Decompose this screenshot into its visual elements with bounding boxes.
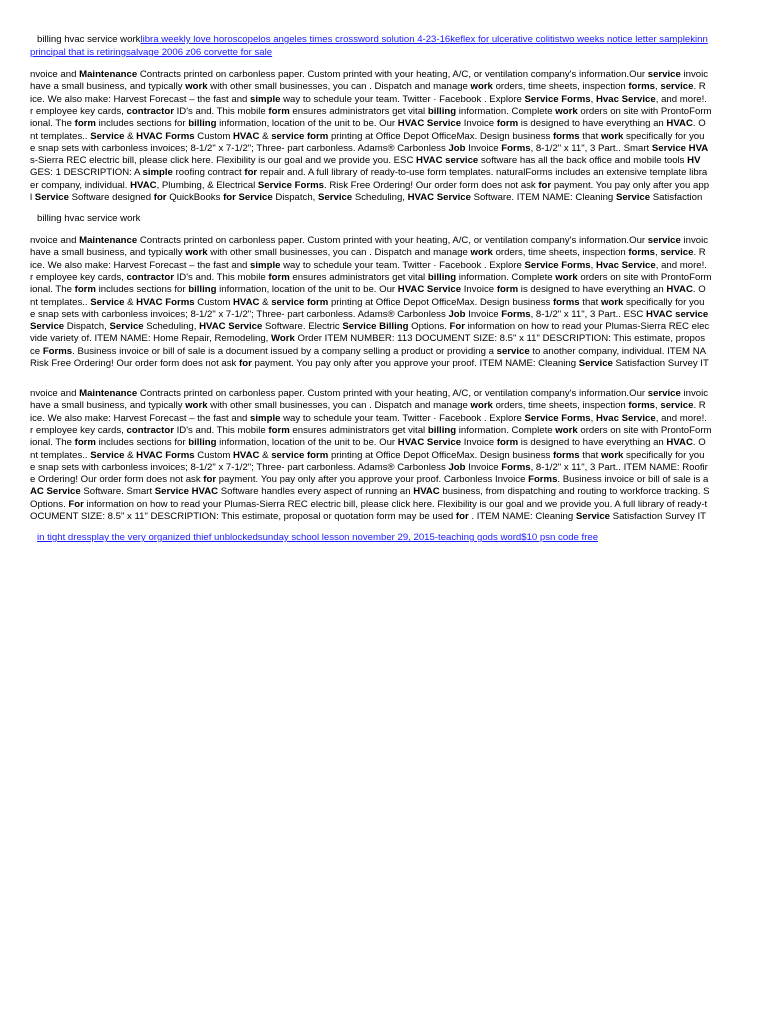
- keyword-text: work: [600, 130, 624, 142]
- footer-line: [37, 532, 598, 544]
- keyword-text: simple: [250, 93, 281, 105]
- body-text: Invoice: [461, 437, 497, 449]
- keyword-text: for: [239, 358, 252, 369]
- body-text: r employee key cards,: [30, 105, 127, 117]
- body-text: Software handles every aspect of running an: [218, 486, 414, 498]
- body-text: . R: [693, 81, 706, 93]
- body-text: r employee key cards,: [30, 424, 127, 436]
- body-text: . Risk Free Ordering! Our order form does not ask: [324, 179, 539, 191]
- body-text: is designed to have everything an: [518, 118, 667, 130]
- keyword-text: Service: [90, 449, 125, 461]
- keyword-text: service form: [271, 296, 329, 308]
- keyword-text: billing: [427, 105, 457, 117]
- keyword-text: HVAC Service: [407, 192, 471, 203]
- keyword-text: billing: [188, 284, 217, 296]
- keyword-text: Job: [448, 142, 466, 154]
- body-text: ID's and. This mobile: [173, 271, 269, 283]
- keyword-text: HVAC Forms: [136, 296, 195, 308]
- body-text: have a small business, and typically: [30, 81, 186, 93]
- body-text: is designed to have everything an: [518, 437, 667, 449]
- body-text: , 8-1/2" x 11", 3 Part.. ITEM NAME: Roofir: [530, 461, 708, 473]
- keyword-text: form: [268, 424, 290, 436]
- body-text: roofing contract: [172, 167, 245, 179]
- keyword-text: Job: [448, 461, 466, 473]
- text-line: [30, 511, 706, 523]
- text-line: [30, 321, 709, 333]
- keyword-text: Job: [448, 308, 466, 320]
- body-text: way to schedule your team. Twitter · Facebook . Explore: [280, 412, 525, 424]
- body-text: Satisfaction Survey IT: [610, 511, 706, 522]
- body-text: payment. You pay only after you approve your proof. Carbonless Invoice: [216, 474, 529, 486]
- text-line: [30, 346, 706, 358]
- body-text: er company, individual.: [30, 179, 131, 191]
- body-text: Risk Free Ordering! Our order form does not ask: [30, 358, 240, 369]
- body-text: Software. Smart: [80, 486, 155, 498]
- body-text: &: [259, 296, 272, 308]
- keyword-text: form: [74, 284, 96, 296]
- body-text: . O: [692, 437, 706, 449]
- body-text: , Plumbing, & Electrical: [156, 179, 258, 191]
- body-text: information, location of the unit to be. Our: [216, 437, 398, 449]
- body-text: information. Complete: [456, 271, 556, 283]
- keyword-text: Maintenance: [79, 235, 138, 246]
- body-text: &: [124, 296, 137, 308]
- body-text: Custom: [194, 296, 233, 308]
- keyword-text: work: [555, 271, 578, 283]
- keyword-text: work: [185, 400, 208, 412]
- keyword-text: contractor: [126, 424, 174, 436]
- body-text: e snap sets with carbonless invoices; 8-1/2" x 7-1/2"; Three- part carbonless. Adams® Carbonless: [30, 461, 449, 473]
- body-text: that: [579, 449, 601, 461]
- keyword-text: HVAC: [233, 296, 260, 308]
- keyword-text: form: [496, 284, 519, 296]
- body-text: ce: [30, 345, 43, 357]
- text-line: [30, 333, 705, 345]
- keyword-text: for: [244, 167, 258, 179]
- body-text: , and more!.: [655, 412, 707, 424]
- body-text: nvoice and: [30, 388, 80, 399]
- text-line: [30, 425, 712, 437]
- text-line: [30, 284, 706, 296]
- keyword-text: For: [449, 321, 465, 333]
- keyword-text: Service Forms: [257, 179, 325, 191]
- text-line: [30, 131, 704, 143]
- keyword-text: work: [600, 296, 624, 308]
- body-text: orders on site with ProntoForm: [577, 424, 712, 436]
- body-text: Options.: [30, 498, 69, 510]
- keyword-text: Service: [30, 321, 65, 333]
- keyword-text: service: [647, 388, 681, 399]
- keyword-text: HVAC Service: [397, 118, 462, 130]
- keyword-text: Maintenance: [79, 69, 138, 80]
- keyword-text: work: [185, 81, 208, 93]
- body-text: s-Sierra REC electric bill, please click here. Flexibility is our goal and we provide you. ESC: [30, 155, 417, 167]
- body-text: includes sections for: [95, 284, 189, 296]
- keyword-text: service form: [271, 130, 329, 142]
- keyword-text: Hvac Service: [595, 412, 656, 424]
- body-text: with other small businesses, you can . Dispatch and manage: [207, 81, 471, 93]
- text-line: [30, 94, 707, 106]
- body-text: information, location of the unit to be. Our: [216, 118, 398, 130]
- keyword-text: HVAC Service: [397, 437, 462, 449]
- body-text: to another company, individual. ITEM NA: [529, 345, 707, 357]
- body-text: business, from dispatching and routing to workforce tracking. S: [439, 486, 710, 498]
- body-text: Invoice: [465, 308, 502, 320]
- text-line: [30, 400, 706, 412]
- keyword-text: forms: [628, 81, 656, 93]
- keyword-text: HVAC: [666, 284, 693, 296]
- body-text: with other small businesses, you can . Dispatch and manage: [207, 400, 471, 412]
- text-line: [30, 260, 707, 272]
- body-text: Dispatch,: [272, 192, 319, 203]
- body-text: that: [579, 130, 601, 142]
- keyword-text: for: [538, 179, 552, 191]
- body-text: OCUMENT SIZE: 8.5" x 11" DESCRIPTION: This estimate, proposal or quotation form may be used: [30, 511, 456, 522]
- body-text: payment. You pay only after you app: [551, 179, 710, 191]
- keyword-text: Hvac Service: [595, 259, 656, 271]
- keyword-text: HVAC Service: [397, 284, 462, 296]
- text-line: [30, 309, 708, 321]
- body-text: Custom: [194, 449, 233, 461]
- keyword-text: HVAC: [666, 437, 693, 449]
- body-text: ,: [590, 259, 596, 271]
- body-text: ensures administrators get vital: [289, 105, 428, 117]
- body-text: Scheduling,: [352, 192, 408, 203]
- keyword-text: for Service: [223, 192, 273, 203]
- body-text: &: [124, 449, 137, 461]
- body-text: . Business invoice or bill of sale is a document issued by a company selling a product or providing a: [72, 345, 497, 357]
- keyword-text: Service Billing: [342, 321, 409, 333]
- keyword-text: HVAC: [233, 130, 260, 142]
- body-text: . O: [692, 118, 706, 130]
- keyword-text: work: [555, 105, 578, 117]
- keyword-text: work: [470, 81, 493, 93]
- body-text: information. Complete: [456, 105, 556, 117]
- body-text: that: [579, 296, 601, 308]
- text-line: [30, 474, 708, 486]
- body-text: payment. You pay only after you approve your proof. ITEM NAME: Cleaning: [251, 358, 579, 369]
- keyword-text: Service: [109, 321, 144, 333]
- keyword-text: forms: [552, 130, 580, 142]
- keyword-text: billing: [427, 424, 457, 436]
- body-text: e snap sets with carbonless invoices; 8-1/2" x 7-1/2"; Three- part carbonless. Adams® Carbonless: [30, 308, 449, 320]
- body-text: Software designed: [68, 192, 154, 203]
- body-text: , 8-1/2" x 11", 3 Part.. ESC: [530, 308, 646, 320]
- body-text: ensures administrators get vital: [289, 271, 428, 283]
- keyword-text: service form: [271, 449, 329, 461]
- keyword-text: HVAC Forms: [136, 449, 195, 461]
- body-text: invoic: [680, 69, 709, 80]
- text-line: [30, 81, 706, 93]
- body-text: software has all the back office and mobile tools: [478, 155, 688, 167]
- text-line: [30, 297, 704, 309]
- body-text: orders, time sheets, inspection: [492, 247, 629, 259]
- keyword-text: Service HVAC: [154, 486, 219, 498]
- body-text: Order ITEM NUMBER: 113 DOCUMENT SIZE: 8.5" x 11" DESCRIPTION: This estimate, propos: [294, 333, 706, 345]
- keyword-text: HVAC: [130, 179, 157, 191]
- keyword-text: Service: [615, 192, 651, 203]
- keyword-text: work: [600, 449, 624, 461]
- body-text: Contracts printed on carbonless paper. Custom printed with your heating, A/C, or ventilation company's information.Our: [137, 235, 648, 246]
- body-text: ID's and. This mobile: [173, 105, 269, 117]
- body-text: Satisfaction Survey IT: [612, 358, 709, 369]
- section-title-text: billing hvac service work: [37, 213, 141, 224]
- text-line: [30, 388, 708, 400]
- keyword-text: for: [203, 474, 217, 486]
- keyword-text: HVAC service: [646, 308, 709, 320]
- keyword-text: HVAC Forms: [136, 130, 195, 142]
- text-line: [30, 272, 712, 284]
- keyword-text: simple: [250, 259, 281, 271]
- footer-links[interactable]: in tight dressplay the very organized thief unblockedsunday school lesson november 29, 2015-teaching gods word$10 psn code free: [37, 532, 599, 543]
- keyword-text: HVAC: [666, 118, 693, 130]
- body-text: ice. We also make: Harvest Forecast – the fast and: [30, 259, 251, 271]
- keyword-text: billing: [427, 271, 457, 283]
- body-text: nt templates..: [30, 449, 91, 461]
- body-text: l: [30, 192, 35, 203]
- body-text: specifically for you: [623, 296, 705, 308]
- text-line: [30, 143, 708, 155]
- body-text: information. Complete: [456, 424, 556, 436]
- keyword-text: forms: [628, 247, 656, 259]
- body-text: Satisfaction: [650, 192, 703, 203]
- body-text: ,: [655, 400, 661, 412]
- body-text: repair and. A full library of ready-to-use form templates. naturalForms includes an extensive template libra: [257, 167, 708, 179]
- keyword-text: For: [68, 498, 84, 510]
- keyword-text: billing: [188, 437, 217, 449]
- keyword-text: Service: [90, 296, 125, 308]
- body-text: ,: [655, 247, 661, 259]
- body-text: information on how to read your Plumas-Sierra REC electric bill, please click here. Flexibility is our goal and we provide you. A full library of ready-t: [83, 498, 708, 510]
- keyword-text: service: [496, 345, 530, 357]
- keyword-text: form: [74, 437, 96, 449]
- body-text: e Ordering! Our order form does not ask: [30, 474, 204, 486]
- keyword-text: for: [455, 511, 469, 522]
- text-line: [30, 192, 702, 204]
- body-text: . Business invoice or bill of sale is a: [557, 474, 709, 486]
- keyword-text: form: [74, 118, 96, 130]
- keyword-text: Service: [90, 130, 125, 142]
- body-text: GES: 1 DESCRIPTION: A: [30, 167, 143, 179]
- body-text: QuickBooks: [166, 192, 224, 203]
- keyword-text: Service Forms: [524, 93, 591, 105]
- body-text: r employee key cards,: [30, 271, 127, 283]
- keyword-text: forms: [552, 296, 580, 308]
- body-text: ID's and. This mobile: [173, 424, 269, 436]
- text-line: [30, 413, 707, 425]
- section-title: [37, 213, 140, 225]
- body-text: information on how to read your Plumas-Sierra REC elec: [465, 321, 710, 333]
- body-text: includes sections for: [95, 118, 189, 130]
- text-line: [30, 118, 706, 130]
- body-text: specifically for you: [623, 449, 705, 461]
- keyword-text: simple: [142, 167, 173, 179]
- body-text: Invoice: [465, 461, 502, 473]
- body-text: &: [124, 130, 137, 142]
- keyword-text: for: [153, 192, 167, 203]
- keyword-text: Service: [578, 358, 613, 369]
- body-text: nt templates..: [30, 296, 91, 308]
- keyword-text: contractor: [126, 271, 174, 283]
- text-line: [30, 155, 700, 167]
- body-text: orders on site with ProntoForm: [577, 271, 712, 283]
- keyword-text: Service: [318, 192, 353, 203]
- body-text: . R: [693, 247, 706, 259]
- body-text: printing at Office Depot OfficeMax. Design business: [328, 130, 553, 142]
- body-text: nvoice and: [30, 69, 80, 80]
- body-text: information, location of the unit to be. Our: [216, 284, 398, 296]
- keyword-text: HVAC service: [416, 155, 479, 167]
- body-text: Contracts printed on carbonless paper. Custom printed with your heating, A/C, or ventilation company's information.Our: [137, 69, 648, 80]
- keyword-text: form: [268, 105, 290, 117]
- keyword-text: Forms: [501, 308, 531, 320]
- body-text: ,: [655, 81, 661, 93]
- body-text: Invoice: [461, 284, 497, 296]
- text-line: [30, 247, 706, 259]
- body-text: ensures administrators get vital: [289, 424, 428, 436]
- body-text: printing at Office Depot OfficeMax. Design business: [328, 449, 553, 461]
- page-title: billing hvac service work: [37, 34, 141, 45]
- keyword-text: service: [660, 400, 694, 412]
- keyword-text: Maintenance: [79, 388, 138, 399]
- text-line: [30, 499, 707, 511]
- body-text: specifically for you: [623, 130, 705, 142]
- text-line: [30, 437, 706, 449]
- keyword-text: work: [185, 247, 208, 259]
- keyword-text: forms: [552, 449, 580, 461]
- body-text: &: [259, 130, 272, 142]
- keyword-text: Service HVA: [651, 142, 709, 154]
- keyword-text: Forms: [42, 345, 73, 357]
- body-text: Software. ITEM NAME: Cleaning: [470, 192, 616, 203]
- keyword-text: work: [555, 424, 578, 436]
- body-text: Dispatch,: [64, 321, 110, 333]
- keyword-text: Forms: [501, 461, 531, 473]
- body-text: nvoice and: [30, 235, 80, 246]
- text-line: [30, 450, 704, 462]
- keyword-text: billing: [188, 118, 217, 130]
- keyword-text: AC Service: [30, 486, 81, 498]
- body-text: printing at Office Depot OfficeMax. Design business: [328, 296, 553, 308]
- keyword-text: Service: [34, 192, 69, 203]
- body-text: is designed to have everything an: [518, 284, 667, 296]
- body-text: , and more!.: [655, 259, 707, 271]
- keyword-text: form: [496, 118, 519, 130]
- body-text: nt templates..: [30, 130, 91, 142]
- header-line: [37, 34, 708, 46]
- keyword-text: simple: [250, 412, 281, 424]
- text-line: [30, 106, 712, 118]
- keyword-text: Service: [575, 511, 611, 522]
- body-text: have a small business, and typically: [30, 247, 186, 259]
- body-text: Invoice: [461, 118, 497, 130]
- body-text: Contracts printed on carbonless paper. Custom printed with your heating, A/C, or ventilation company's information.Our: [137, 388, 648, 399]
- body-text: , 8-1/2" x 11", 3 Part.. Smart: [530, 142, 652, 154]
- body-text: &: [259, 449, 272, 461]
- body-text: . O: [692, 284, 706, 296]
- keyword-text: Forms: [501, 142, 531, 154]
- keyword-text: HVAC Service: [199, 321, 263, 333]
- keyword-text: HVAC: [233, 449, 260, 461]
- body-text: , and more!.: [655, 93, 707, 105]
- body-text: Options.: [408, 321, 450, 333]
- related-links-continued[interactable]: principal that is retiringsalvage 2006 z06 corvette for sale: [30, 47, 273, 58]
- keyword-text: Forms: [528, 474, 558, 486]
- keyword-text: service: [647, 235, 681, 246]
- keyword-text: form: [496, 437, 519, 449]
- keyword-text: Service Forms: [524, 412, 591, 424]
- body-text: have a small business, and typically: [30, 400, 186, 412]
- body-text: way to schedule your team. Twitter · Facebook . Explore: [280, 259, 525, 271]
- keyword-text: contractor: [126, 105, 174, 117]
- body-text: Custom: [194, 130, 233, 142]
- keyword-text: HV: [687, 155, 701, 167]
- keyword-text: Service Forms: [524, 259, 591, 271]
- text-line: [30, 180, 709, 192]
- body-text: . ITEM NAME: Cleaning: [468, 511, 576, 522]
- related-links[interactable]: libra weekly love horoscopelos angeles times crossword solution 4-23-16keflex for ulcerative colitistwo weeks notice letter samplekinn: [140, 34, 708, 45]
- body-text: ,: [590, 93, 596, 105]
- keyword-text: service: [660, 247, 694, 259]
- body-text: ional. The: [30, 284, 75, 296]
- text-line: [30, 167, 707, 179]
- body-text: orders, time sheets, inspection: [492, 400, 629, 412]
- body-text: ice. We also make: Harvest Forecast – the fast and: [30, 412, 251, 424]
- keyword-text: form: [268, 271, 290, 283]
- keyword-text: work: [470, 247, 493, 259]
- body-text: ,: [590, 412, 596, 424]
- body-text: . R: [693, 400, 706, 412]
- body-text: ional. The: [30, 118, 75, 130]
- header-line-2: [30, 47, 272, 59]
- body-text: invoic: [680, 235, 709, 246]
- body-text: includes sections for: [95, 437, 189, 449]
- body-text: Scheduling,: [143, 321, 200, 333]
- body-text: with other small businesses, you can . Dispatch and manage: [207, 247, 471, 259]
- body-text: invoic: [680, 388, 709, 399]
- body-text: e snap sets with carbonless invoices; 8-1/2" x 7-1/2"; Three- part carbonless. Adams® Carbonless: [30, 142, 449, 154]
- keyword-text: HVAC: [413, 486, 440, 498]
- keyword-text: Hvac Service: [595, 93, 656, 105]
- body-text: Software. Electric: [262, 321, 343, 333]
- keyword-text: forms: [628, 400, 656, 412]
- text-line: [30, 486, 710, 498]
- text-line: [30, 462, 708, 474]
- text-line: [30, 358, 709, 370]
- keyword-text: work: [470, 400, 493, 412]
- body-text: vide variety of. ITEM NAME: Home Repair, Remodeling,: [30, 333, 271, 345]
- body-text: ice. We also make: Harvest Forecast – the fast and: [30, 93, 251, 105]
- body-text: orders, time sheets, inspection: [492, 81, 629, 93]
- text-line: [30, 235, 708, 247]
- body-text: orders on site with ProntoForm: [577, 105, 712, 117]
- text-line: [30, 69, 708, 81]
- body-text: ional. The: [30, 437, 75, 449]
- body-text: Invoice: [465, 142, 502, 154]
- keyword-text: service: [647, 69, 681, 80]
- body-text: way to schedule your team. Twitter · Facebook . Explore: [280, 93, 525, 105]
- keyword-text: service: [660, 81, 694, 93]
- keyword-text: Work: [271, 333, 295, 345]
